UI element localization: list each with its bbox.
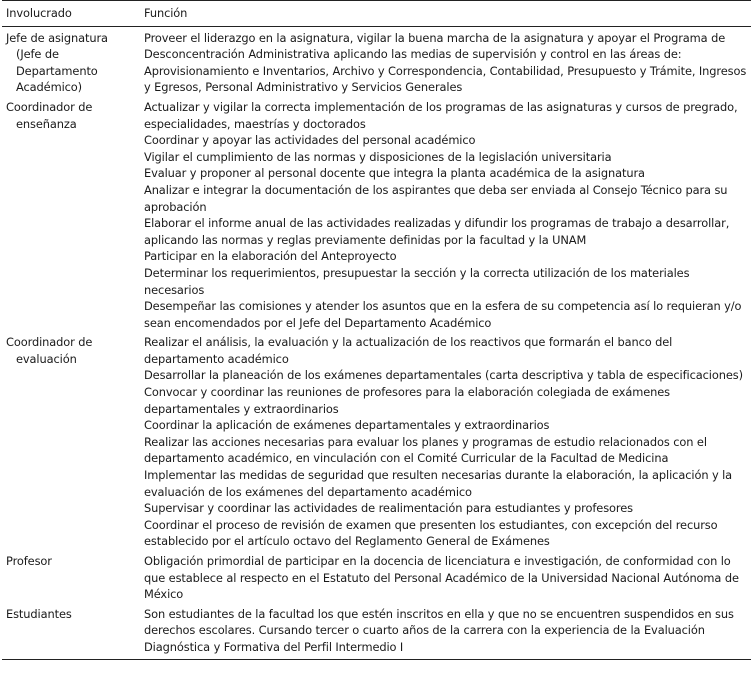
roles-functions-table bbox=[2, 0, 751, 660]
table-body bbox=[2, 26, 751, 659]
function-cell bbox=[143, 603, 751, 659]
table-header-row bbox=[2, 1, 751, 27]
function-text: Coordinar el proceso de revisión de examen que presenten los estudiantes, con excepción del recurso establecido por el artículo octavo del Reglamento General de Exámenes bbox=[144, 517, 718, 549]
function-cell bbox=[143, 500, 751, 517]
function-cell bbox=[143, 265, 751, 298]
function-cell bbox=[143, 96, 751, 132]
function-text: Coordinar y apoyar las actividades del personal académico bbox=[144, 133, 476, 148]
role-cell bbox=[2, 26, 143, 96]
role-cell bbox=[2, 96, 143, 331]
header-funcion: Función bbox=[143, 1, 751, 27]
role-cell bbox=[2, 331, 143, 550]
function-text: Coordinar la aplicación de exámenes departamentales y extraordinarios bbox=[144, 418, 550, 433]
function-text: Vigilar el cumplimiento de las normas y disposiciones de la legislación universitaria bbox=[144, 149, 612, 164]
function-cell bbox=[143, 550, 751, 603]
function-cell bbox=[143, 417, 751, 434]
table-row bbox=[2, 603, 751, 659]
role-name: Profesor bbox=[6, 554, 52, 568]
function-text: Realizar las acciones necesarias para evaluar los planes y programas de estudio relacionados con el departamento académico, en vinculación con el Comité Curricular de la Facultad de Medicina bbox=[144, 434, 707, 466]
function-cell bbox=[143, 149, 751, 166]
header-involucrado: Involucrado bbox=[2, 1, 143, 27]
function-cell bbox=[143, 367, 751, 384]
function-cell bbox=[143, 132, 751, 149]
function-cell bbox=[143, 434, 751, 467]
role-name: Coordinador de evaluación bbox=[6, 335, 93, 366]
function-text: Son estudiantes de la facultad los que estén inscritos en ella y que no se encuentren suspendidos en sus derechos escolares. Cursando tercer o cuarto años de la carrera con la experiencia de la Evaluación Diagnóstica y Formativa del Perfil Intermedio I bbox=[144, 606, 734, 654]
function-text: Realizar el análisis, la evaluación y la actualización de los reactivos que formarán el banco del departamento académico bbox=[144, 335, 673, 366]
table-row bbox=[2, 96, 751, 132]
function-text: Elaborar el informe anual de las actividades realizadas y difundir los programas de trabajo a desarrollar, aplicando las normas y reglas previamente definidas por la facultad y la UNAM bbox=[144, 216, 730, 247]
function-cell bbox=[143, 331, 751, 367]
function-cell bbox=[143, 298, 751, 331]
function-text: Determinar los requerimientos, presupuestar la sección y la correcta utilización de los materiales necesarios bbox=[144, 265, 690, 297]
function-text: Analizar e integrar la documentación de los aspirantes que deba ser enviada al Consejo Técnico para su aprobación bbox=[144, 182, 728, 214]
function-cell bbox=[143, 467, 751, 500]
table-row bbox=[2, 331, 751, 367]
function-cell bbox=[143, 248, 751, 265]
role-cell bbox=[2, 550, 143, 603]
function-text: Convocar y coordinar las reuniones de profesores para la elaboración colegiada de exámenes departamentales y extraordinarios bbox=[144, 385, 671, 416]
role-cell bbox=[2, 603, 143, 659]
function-text: Desarrollar la planeación de los exámenes departamentales (carta descriptiva y tabla de especificaciones) bbox=[144, 368, 743, 383]
role-name: Coordinador de enseñanza bbox=[6, 99, 93, 131]
table-row bbox=[2, 550, 751, 603]
function-cell bbox=[143, 165, 751, 182]
function-text: Participar en la elaboración del Anteproyecto bbox=[144, 249, 397, 264]
function-text: Proveer el liderazgo en la asignatura, vigilar la buena marcha de la asignatura y apoyar el Programa de Desconcentración Administrativa aplicando las medias de supervisión y control en las áreas de: Aprovisionamiento e Inventarios, Archivo y Correspondencia, Contabilidad, Presupuesto y Trámite, Ingresos y Egresos, Personal Administrativo y Servicios Generales bbox=[144, 30, 747, 95]
function-text: Evaluar y proponer al personal docente que integra la planta académica de la asignatura bbox=[144, 166, 645, 181]
function-cell bbox=[143, 182, 751, 215]
table-row bbox=[2, 26, 751, 96]
function-cell bbox=[143, 384, 751, 417]
function-cell bbox=[143, 517, 751, 550]
function-cell bbox=[143, 215, 751, 248]
function-text: Supervisar y coordinar las actividades de realimentación para estudiantes y profesores bbox=[144, 501, 633, 516]
function-text: Implementar las medidas de seguridad que resulten necesarias durante la elaboración, la aplicación y la evaluación de los exámenes del departamento académico bbox=[144, 468, 733, 499]
function-cell bbox=[143, 26, 751, 96]
function-text: Desempeñar las comisiones y atender los asuntos que en la esfera de su competencia así lo requieran y/o sean encomendados por el Jefe del Departamento Académico bbox=[144, 299, 742, 330]
function-text: Actualizar y vigilar la correcta implementación de los programas de las asignaturas y cursos de pregrado, especialidades, maestrías y doctorados bbox=[144, 99, 738, 131]
role-name: Estudiantes bbox=[6, 606, 72, 621]
function-text: Obligación primordial de participar en la docencia de licenciatura e investigación, de conformidad con lo que establece al respecto en el Estatuto del Personal Académico de la Universidad Nacional Autónoma de México bbox=[144, 554, 739, 602]
role-name: Jefe de asignatura (Jefe de Departamento Académico) bbox=[6, 30, 108, 95]
